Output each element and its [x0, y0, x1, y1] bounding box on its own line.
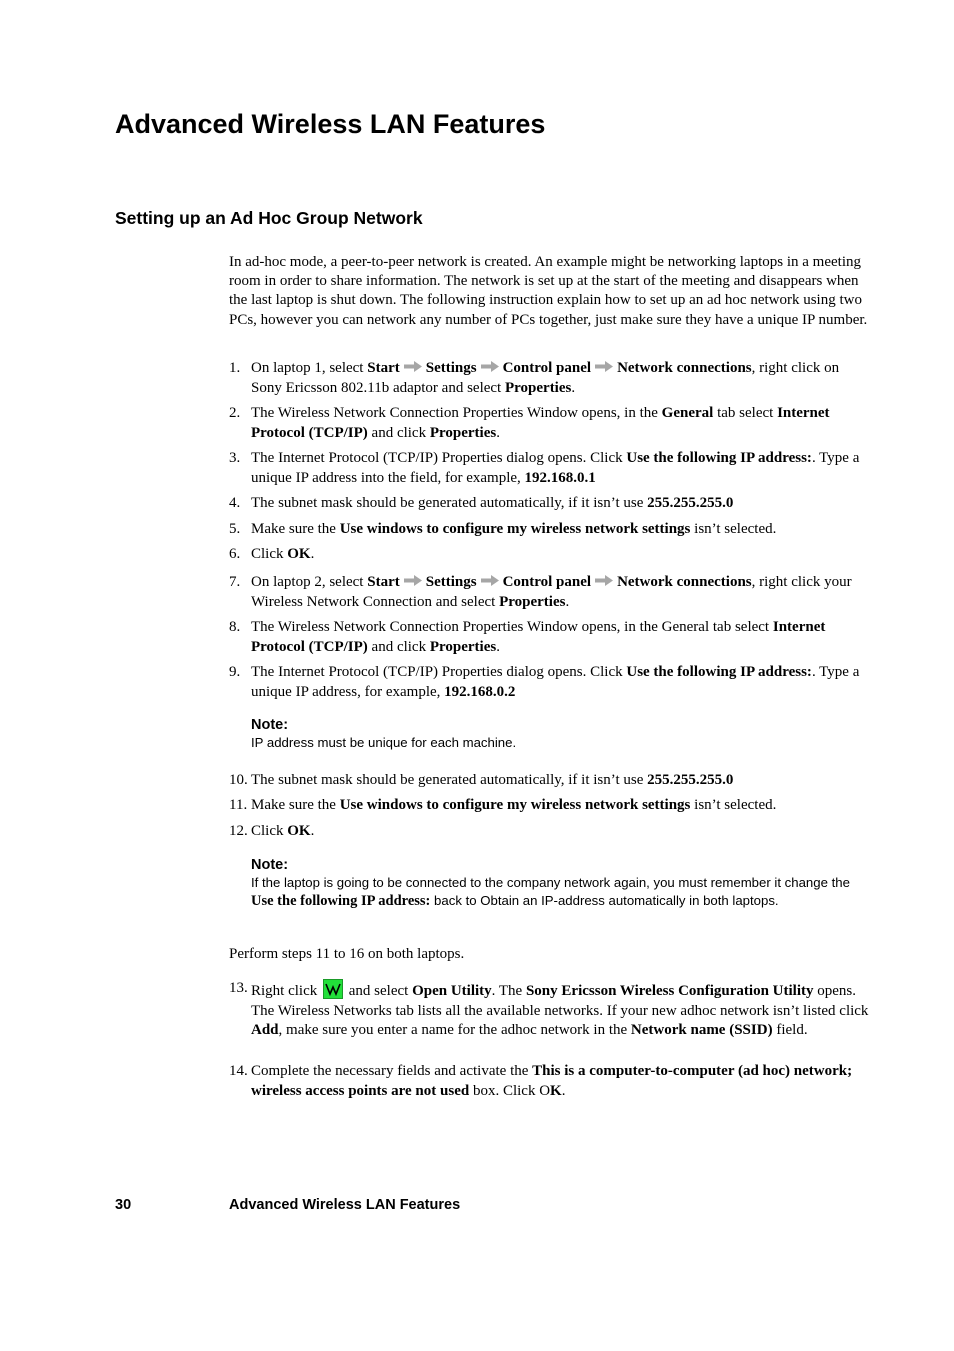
step-text: The Internet Protocol (TCP/IP) Properties dialog opens. Click Use the following IP address:. Type a unique IP address into the field, for example, 192.168.0.1 — [251, 450, 860, 486]
section-title: Setting up an Ad Hoc Group Network — [115, 208, 423, 228]
step-number: 8. — [229, 619, 241, 635]
step-text: The Wireless Network Connection Properties Window opens, in the General tab select Internet Protocol (TCP/IP) and click Properties. — [251, 405, 830, 441]
step-text: Complete the necessary fields and activate the This is a computer-to-computer (ad hoc) network; wireless access points are not used box. Click OK. — [251, 1063, 853, 1099]
right-arrow-icon — [594, 574, 614, 587]
step-text: Make sure the Use windows to configure my wireless network settings isn’t selected. — [251, 797, 777, 813]
running-title: Advanced Wireless LAN Features — [229, 1197, 461, 1213]
page-title: Advanced Wireless LAN Features — [115, 109, 546, 139]
step-text: On laptop 1, select Start Settings Control panel Network connections, right click on Sony Ericsson 802.11b adaptor and select Properties. — [251, 360, 840, 396]
step-text: On laptop 2, select Start Settings Control panel Network connections, right click your Wireless Network Connection and select Properties. — [251, 574, 852, 610]
step-number: 5. — [229, 521, 241, 537]
step-number: 11. — [229, 797, 248, 813]
perform-steps-text: Perform steps 11 to 16 on both laptops. — [229, 946, 465, 962]
step-number: 2. — [229, 405, 241, 421]
step-number: 7. — [229, 574, 241, 590]
step-text: Right click and select Open Utility. The Sony Ericsson Wireless Configuration Utility opens. The Wireless Networks tab lists all the available networks. If your new adhoc network isn’t listed click Add, make sure you enter a name for the adhoc network in the Network name (SSID) field. — [251, 979, 869, 1041]
step-number: 10. — [229, 772, 248, 788]
right-arrow-icon — [403, 360, 423, 373]
step-number: 1. — [229, 360, 241, 376]
step-text: The subnet mask should be generated automatically, if it isn’t use 255.255.255.0 — [251, 495, 734, 511]
intro-paragraph: In ad-hoc mode, a peer-to-peer network is created. An example might be networking laptops in a meeting room in order to share information. The network is set up at the start of the meeting and disappears when the last laptop is shut down. The following instruction explain how to set up an ad hoc network using two PCs, however you can network any number of PCs together, just make sure they have a unique IP number. — [229, 254, 868, 328]
step-text: Click OK. — [251, 823, 315, 839]
step-number: 3. — [229, 450, 241, 466]
step-number: 4. — [229, 495, 241, 511]
note-title: Note: — [251, 717, 289, 733]
step-text: The Wireless Network Connection Properties Window opens, in the General tab select Internet Protocol (TCP/IP) and click Properties. — [251, 619, 826, 655]
step-number: 13. — [229, 980, 248, 996]
right-arrow-icon — [594, 360, 614, 373]
page-number: 30 — [115, 1197, 132, 1213]
step-text: The subnet mask should be generated automatically, if it isn’t use 255.255.255.0 — [251, 772, 734, 788]
note-title: Note: — [251, 857, 289, 873]
right-arrow-icon — [480, 574, 500, 587]
right-arrow-icon — [480, 360, 500, 373]
note-box — [251, 856, 851, 910]
wireless-utility-tray-icon — [323, 979, 343, 999]
note-body: IP address must be unique for each machine. — [251, 735, 517, 750]
step-number: 9. — [229, 664, 241, 680]
step-number: 6. — [229, 546, 241, 562]
step-number: 12. — [229, 823, 248, 839]
note-body: If the laptop is going to be connected to the company network again, you must remember it change the Use the following IP address: back to Obtain an IP-address automatically in both laptops. — [251, 875, 850, 909]
step-text: Make sure the Use windows to configure my wireless network settings isn’t selected. — [251, 521, 777, 537]
step-text: Click OK. — [251, 546, 315, 562]
right-arrow-icon — [403, 574, 423, 587]
step-text: The Internet Protocol (TCP/IP) Properties dialog opens. Click Use the following IP address:. Type a unique IP address, for example, 192.168.0.2 — [251, 664, 860, 700]
step-number: 14. — [229, 1063, 248, 1079]
note-box — [251, 716, 851, 752]
